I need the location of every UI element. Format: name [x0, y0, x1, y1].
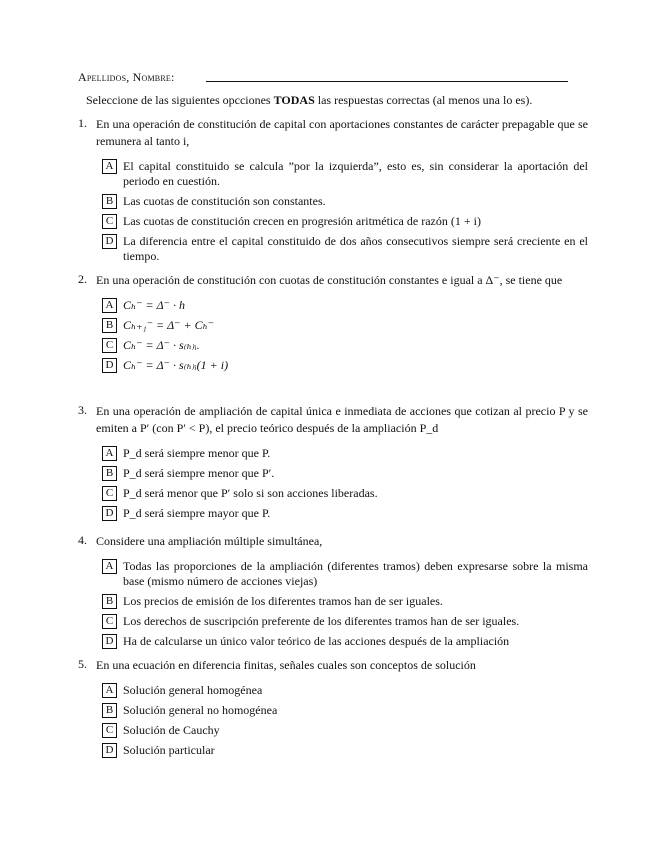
question-number: 2.: [78, 272, 87, 286]
option-checkbox[interactable]: D: [102, 634, 117, 649]
option-3a[interactable]: A P_d será siempre menor que P.: [102, 446, 588, 461]
option-checkbox[interactable]: A: [102, 559, 117, 574]
name-input-line[interactable]: [206, 81, 568, 82]
option-checkbox[interactable]: C: [102, 614, 117, 629]
instructions-emphasis: TODAS: [273, 93, 315, 107]
question-number: 1.: [78, 116, 87, 130]
question-number: 3.: [78, 403, 87, 417]
question-number: 4.: [78, 533, 87, 547]
option-checkbox[interactable]: B: [102, 318, 117, 333]
option-checkbox[interactable]: D: [102, 506, 117, 521]
question-text: En una ecuación en diferencia finitas, señales cuales son conceptos de solución: [96, 658, 476, 672]
name-label: Apellidos, Nombre:: [78, 70, 175, 84]
option-4a[interactable]: A Todas las proporciones de la ampliación (diferentes tramos) deben expresarse sobre la misma base (mismo número de acciones viejas): [102, 559, 588, 589]
option-checkbox[interactable]: B: [102, 194, 117, 209]
question-text: Considere una ampliación múltiple simultánea,: [96, 534, 323, 548]
option-checkbox[interactable]: B: [102, 594, 117, 609]
option-list: [102, 298, 588, 373]
option-checkbox[interactable]: A: [102, 298, 117, 313]
option-checkbox[interactable]: B: [102, 466, 117, 481]
option-2b[interactable]: B Cₕ₊₁⁻ = Δ⁻ + Cₕ⁻: [102, 318, 588, 333]
option-2d[interactable]: D Cₕ⁻ = Δ⁻ · s₍ₕ₎ᵢ(1 + i): [102, 358, 588, 373]
option-list: [102, 559, 588, 649]
option-4c[interactable]: C Los derechos de suscripción preferente de los diferentes tramos han de ser iguales.: [102, 614, 588, 629]
option-4b[interactable]: B Los precios de emisión de los diferentes tramos han de ser iguales.: [102, 594, 588, 609]
question-text: En una operación de constitución con cuotas de constitución constantes e igual a Δ⁻, se tiene que: [96, 273, 563, 287]
option-3d[interactable]: D P_d será siempre mayor que P.: [102, 506, 588, 521]
option-3c[interactable]: C P_d será menor que P′ solo si son acciones liberadas.: [102, 486, 588, 501]
instructions: Seleccione de las siguientes opcciones TODAS las respuestas correctas (al menos una lo es).: [86, 93, 533, 107]
question-text: En una operación de ampliación de capital única e inmediata de acciones que cotizan al precio P y se emiten a P′ (con P′ < P), el precio teórico después de la ampliación P_d: [96, 404, 588, 435]
option-checkbox[interactable]: C: [102, 486, 117, 501]
option-1a[interactable]: A El capital constituido se calcula ”por la izquierda”, esto es, sin considerar la aportación del periodo en cuestión.: [102, 159, 588, 189]
question-5: [78, 657, 588, 763]
option-5b[interactable]: B Solución general no homogénea: [102, 703, 588, 718]
option-checkbox[interactable]: C: [102, 338, 117, 353]
question-number: 5.: [78, 657, 87, 671]
option-list: [102, 159, 588, 264]
question-1: [78, 116, 588, 269]
option-checkbox[interactable]: A: [102, 683, 117, 698]
option-5c[interactable]: C Solución de Cauchy: [102, 723, 588, 738]
option-4d[interactable]: D Ha de calcularse un único valor teórico de las acciones después de la ampliación: [102, 634, 588, 649]
question-2: [78, 272, 588, 378]
option-list: [102, 446, 588, 521]
option-5a[interactable]: A Solución general homogénea: [102, 683, 588, 698]
option-checkbox[interactable]: D: [102, 743, 117, 758]
option-2a[interactable]: A Cₕ⁻ = Δ⁻ · h: [102, 298, 588, 313]
option-list: [102, 683, 588, 758]
option-checkbox[interactable]: B: [102, 703, 117, 718]
student-name-header: [78, 70, 578, 85]
option-checkbox[interactable]: C: [102, 214, 117, 229]
option-1b[interactable]: B Las cuotas de constitución son constantes.: [102, 194, 588, 209]
option-checkbox[interactable]: A: [102, 446, 117, 461]
option-1d[interactable]: D La diferencia entre el capital constituido de dos años consecutivos siempre será creciente en el tiempo.: [102, 234, 588, 264]
question-3: [78, 403, 588, 526]
question-text: En una operación de constitución de capital con aportaciones constantes de carácter prepagable que se remunera al tanto i,: [96, 117, 588, 148]
option-1c[interactable]: C Las cuotas de constitución crecen en progresión aritmética de razón (1 + i): [102, 214, 588, 229]
option-3b[interactable]: B P_d será siempre menor que P′.: [102, 466, 588, 481]
option-checkbox[interactable]: C: [102, 723, 117, 738]
option-5d[interactable]: D Solución particular: [102, 743, 588, 758]
option-checkbox[interactable]: D: [102, 358, 117, 373]
option-checkbox[interactable]: A: [102, 159, 117, 174]
question-4: [78, 533, 588, 654]
option-checkbox[interactable]: D: [102, 234, 117, 249]
option-2c[interactable]: C Cₕ⁻ = Δ⁻ · s₍ₕ₎ᵢ.: [102, 338, 588, 353]
